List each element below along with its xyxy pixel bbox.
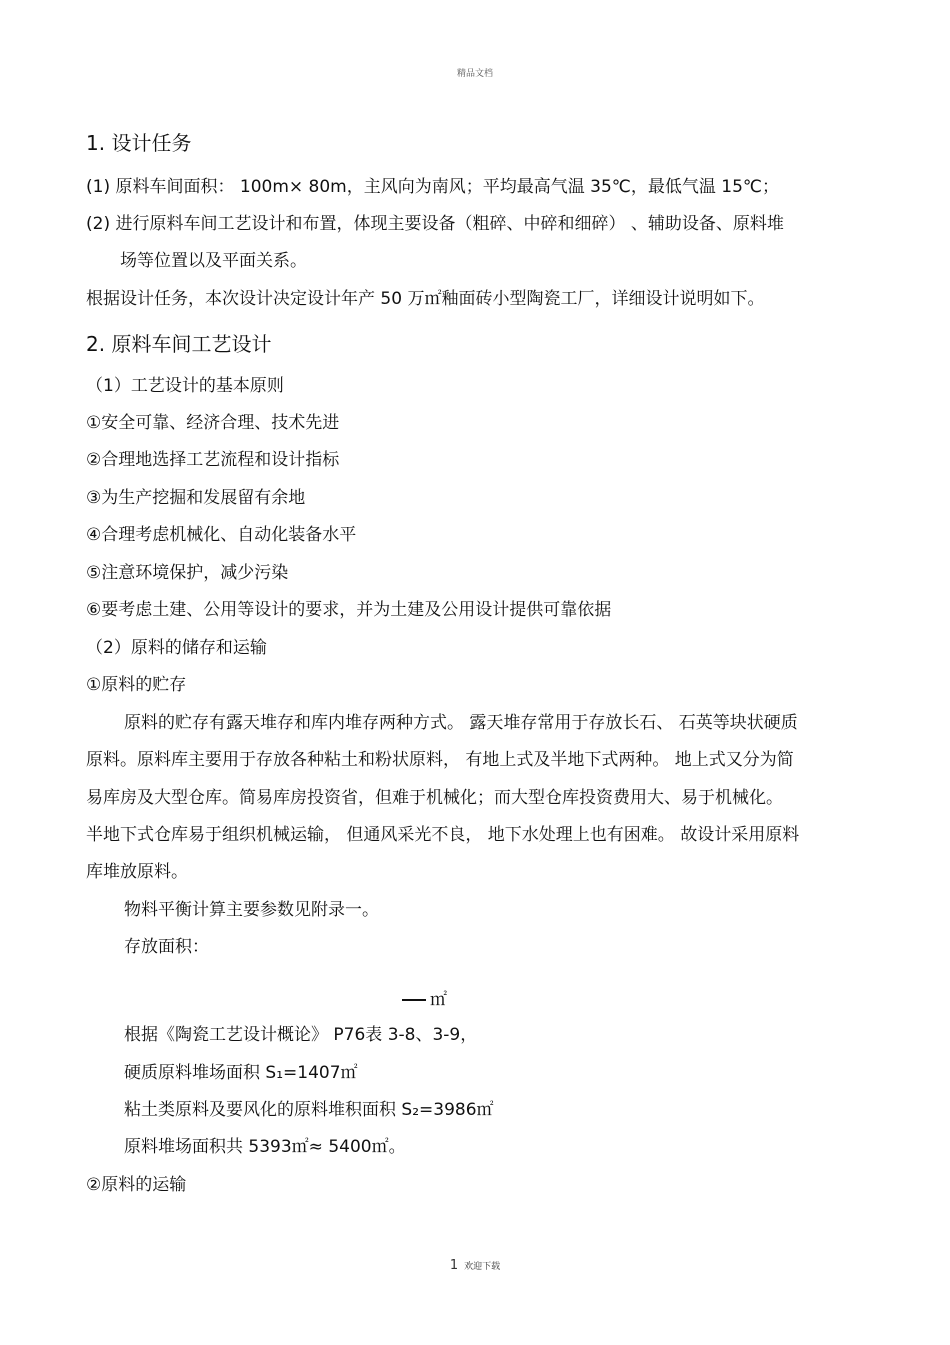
- text-line: 原料的贮存有露天堆存和库内堆存两种方式。 露天堆存常用于存放长石、 石英等块状硬质: [124, 713, 798, 733]
- formula-unit: ㎡: [430, 990, 447, 1010]
- area-formula: [402, 985, 447, 1010]
- text-line: ⑤注意环境保护，减少污染: [86, 563, 289, 583]
- text-line: 原料。原料库主要用于存放各种粘土和粉状原料， 有地上式及半地下式两种。 地上式又分为简: [86, 750, 794, 770]
- text-line: (2) 进行原料车间工艺设计和布置，体现主要设备（粗碎、中碎和细碎） 、辅助设备、原料堆: [86, 214, 784, 234]
- text-line: 根据《陶瓷工艺设计概论》 P76表 3-8、3-9，: [124, 1025, 478, 1045]
- fraction-bar: [402, 999, 426, 1001]
- page-header: 精品文档: [456, 69, 493, 79]
- text-line: 粘土类原料及要风化的原料堆积面积 S₂=3986㎡: [124, 1100, 494, 1120]
- text-line: ②合理地选择工艺流程和设计指标: [86, 450, 340, 470]
- text-line: ①安全可靠、经济合理、技术先进: [86, 413, 340, 433]
- text-line: 根据设计任务，本次设计决定设计年产 50 万㎡釉面砖小型陶瓷工厂，详细设计说明如下。: [86, 289, 765, 309]
- text-line: 原料堆场面积共 5393㎡≈ 5400㎡。: [124, 1137, 406, 1157]
- text-line: (1) 原料车间面积： 100m× 80m，主风向为南风；平均最高气温 35℃，最低气温 15℃；: [86, 177, 779, 197]
- text-line: ④合理考虑机械化、自动化装备水平: [86, 525, 357, 545]
- text-line: ②原料的运输: [86, 1175, 187, 1195]
- text-line: ①原料的贮存: [86, 675, 187, 695]
- text-line: 场等位置以及平面关系。: [120, 251, 307, 271]
- text-line: 硬质原料堆场面积 S₁=1407㎡: [124, 1063, 358, 1083]
- text-line: 库堆放原料。: [86, 862, 188, 882]
- text-line: （1）工艺设计的基本原则: [86, 376, 284, 396]
- section-heading: 2. 原料车间工艺设计: [86, 332, 272, 356]
- footer-text: 欢迎下载: [464, 1262, 501, 1272]
- text-line: ③为生产挖掘和发展留有余地: [86, 488, 306, 508]
- text-line: 半地下式仓库易于组织机械运输， 但通风采光不良， 地下水处理上也有困难。 故设计采用原料: [86, 825, 800, 845]
- text-line: ⑥要考虑土建、公用等设计的要求，并为土建及公用设计提供可靠依据: [86, 600, 612, 620]
- text-line: 存放面积：: [124, 937, 209, 957]
- text-line: （2）原料的储存和运输: [86, 638, 267, 658]
- section-heading: 1. 设计任务: [86, 131, 192, 155]
- text-line: 物料平衡计算主要参数见附录一。: [124, 900, 379, 920]
- text-line: 易库房及大型仓库。简易库房投资省，但难于机械化；而大型仓库投资费用大、易于机械化。: [86, 788, 783, 808]
- page-footer: [0, 1258, 950, 1273]
- page-number: 1: [449, 1258, 459, 1273]
